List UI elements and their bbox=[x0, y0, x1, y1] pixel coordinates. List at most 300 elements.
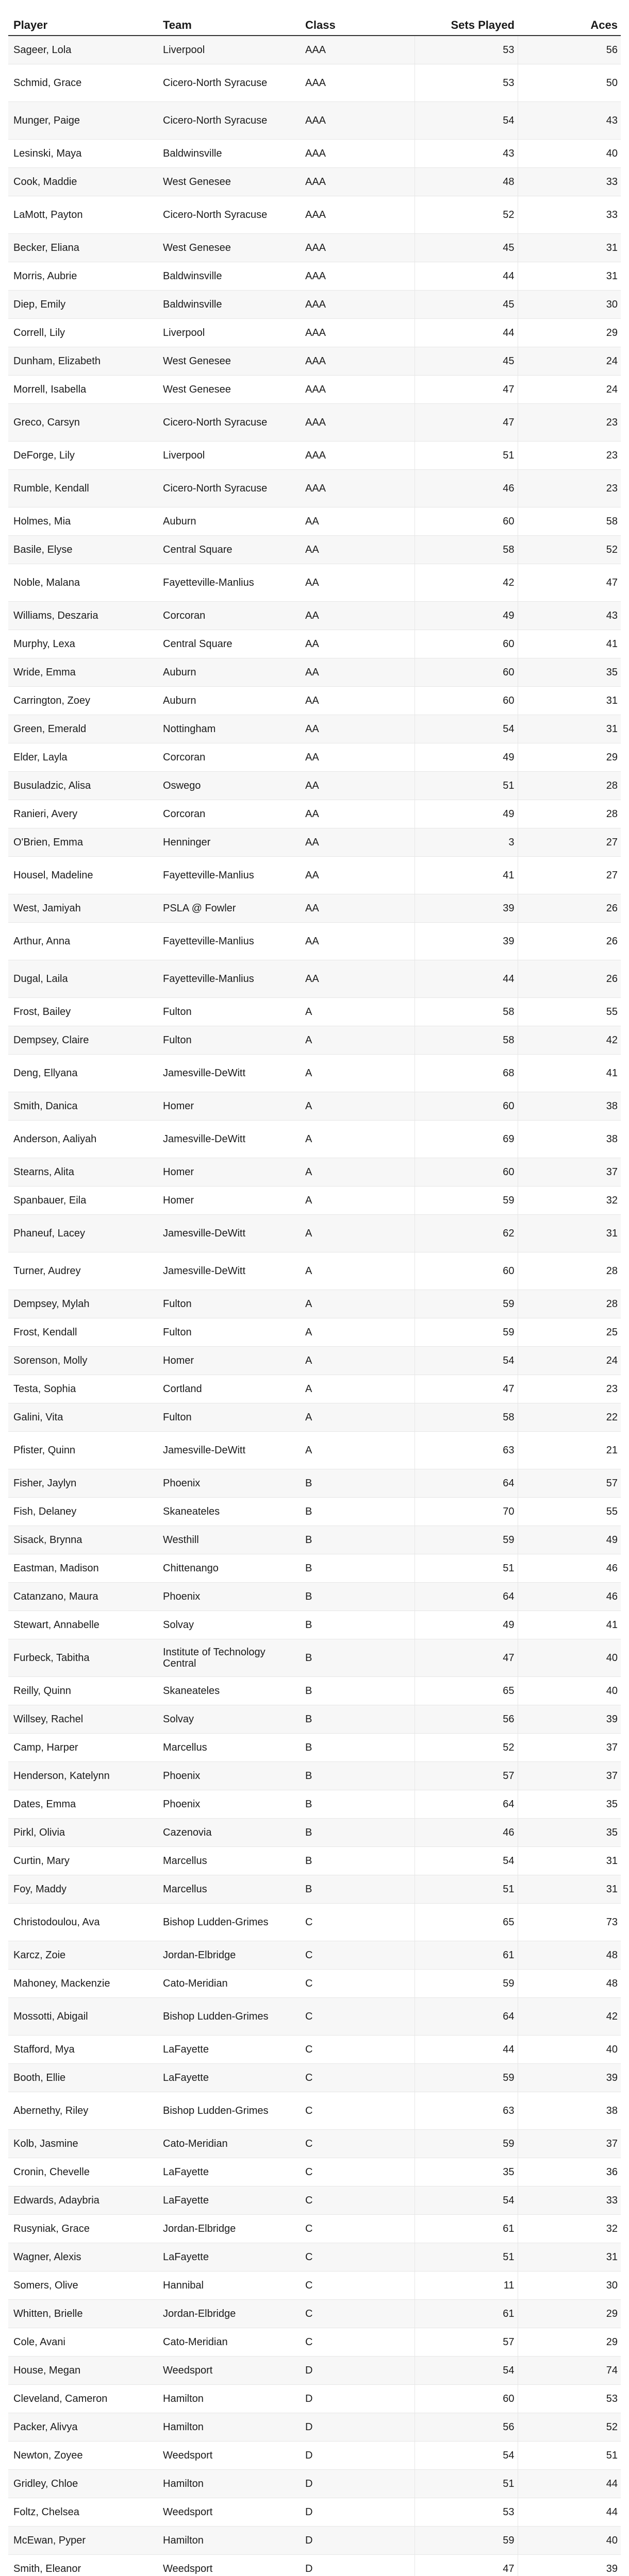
team-cell: Nottingham bbox=[161, 715, 303, 743]
team-cell: Jamesville-DeWitt bbox=[161, 1215, 303, 1252]
table-row bbox=[8, 960, 621, 998]
class-cell: B bbox=[303, 1875, 415, 1904]
sets-played-cell: 45 bbox=[415, 347, 518, 376]
team-cell: Fayetteville-Manlius bbox=[161, 923, 303, 960]
player-cell: Williams, Deszaria bbox=[8, 602, 161, 630]
player-cell: Testa, Sophia bbox=[8, 1375, 161, 1403]
player-cell: Booth, Ellie bbox=[8, 2064, 161, 2092]
table-row bbox=[8, 2130, 621, 2158]
class-cell: C bbox=[303, 2187, 415, 2215]
team-cell: Phoenix bbox=[161, 1762, 303, 1790]
aces-cell: 43 bbox=[518, 102, 621, 140]
table-row bbox=[8, 1055, 621, 1092]
team-cell: Cicero-North Syracuse bbox=[161, 470, 303, 507]
player-cell: Dempsey, Claire bbox=[8, 1026, 161, 1055]
sets-played-cell: 59 bbox=[415, 2527, 518, 2555]
class-cell: AA bbox=[303, 857, 415, 894]
team-cell: Westhill bbox=[161, 1526, 303, 1554]
sets-played-cell: 58 bbox=[415, 536, 518, 564]
sets-played-cell: 59 bbox=[415, 2130, 518, 2158]
aces-cell: 39 bbox=[518, 2555, 621, 2576]
team-cell: Hannibal bbox=[161, 2272, 303, 2300]
aces-cell: 29 bbox=[518, 2328, 621, 2357]
team-cell: Liverpool bbox=[161, 36, 303, 64]
aces-cell: 24 bbox=[518, 347, 621, 376]
team-cell: Marcellus bbox=[161, 1734, 303, 1762]
sets-played-cell: 68 bbox=[415, 1055, 518, 1092]
team-cell: Marcellus bbox=[161, 1847, 303, 1875]
table-row bbox=[8, 630, 621, 658]
aces-cell: 26 bbox=[518, 960, 621, 998]
player-cell: Cronin, Chevelle bbox=[8, 2158, 161, 2187]
team-cell: Fulton bbox=[161, 998, 303, 1026]
player-cell: Fisher, Jaylyn bbox=[8, 1469, 161, 1498]
table-row bbox=[8, 442, 621, 470]
table-row bbox=[8, 470, 621, 507]
player-cell: Morrell, Isabella bbox=[8, 376, 161, 404]
player-cell: Packer, Alivya bbox=[8, 2413, 161, 2442]
aces-table bbox=[8, 19, 621, 2576]
aces-cell: 27 bbox=[518, 828, 621, 857]
team-cell: Cicero-North Syracuse bbox=[161, 404, 303, 442]
aces-cell: 53 bbox=[518, 2385, 621, 2413]
table-row bbox=[8, 196, 621, 234]
table-row bbox=[8, 658, 621, 687]
team-cell: Baldwinsville bbox=[161, 291, 303, 319]
sets-played-cell: 39 bbox=[415, 894, 518, 923]
aces-cell: 44 bbox=[518, 2498, 621, 2527]
player-cell: Holmes, Mia bbox=[8, 507, 161, 536]
team-cell: Central Square bbox=[161, 630, 303, 658]
sets-played-cell: 69 bbox=[415, 1121, 518, 1158]
class-cell: AA bbox=[303, 536, 415, 564]
sets-played-cell: 63 bbox=[415, 2092, 518, 2130]
team-cell: Bishop Ludden-Grimes bbox=[161, 1904, 303, 1941]
class-cell: A bbox=[303, 1055, 415, 1092]
aces-cell: 35 bbox=[518, 1819, 621, 1847]
table-row bbox=[8, 715, 621, 743]
player-cell: Deng, Ellyana bbox=[8, 1055, 161, 1092]
class-cell: B bbox=[303, 1498, 415, 1526]
aces-cell: 26 bbox=[518, 923, 621, 960]
class-cell: A bbox=[303, 1290, 415, 1318]
player-cell: Ranieri, Avery bbox=[8, 800, 161, 828]
sets-played-cell: 41 bbox=[415, 857, 518, 894]
class-cell: D bbox=[303, 2527, 415, 2555]
team-cell: Jamesville-DeWitt bbox=[161, 1055, 303, 1092]
player-cell: Correll, Lily bbox=[8, 319, 161, 347]
team-cell: Weedsport bbox=[161, 2357, 303, 2385]
sets-played-cell: 60 bbox=[415, 687, 518, 715]
sets-played-cell: 59 bbox=[415, 1526, 518, 1554]
player-cell: Smith, Danica bbox=[8, 1092, 161, 1121]
aces-cell: 31 bbox=[518, 2243, 621, 2272]
aces-cell: 42 bbox=[518, 1998, 621, 2036]
class-cell: C bbox=[303, 1941, 415, 1970]
sets-played-cell: 54 bbox=[415, 1847, 518, 1875]
class-cell: AAA bbox=[303, 319, 415, 347]
aces-cell: 31 bbox=[518, 1215, 621, 1252]
sets-played-cell: 60 bbox=[415, 1158, 518, 1187]
sets-played-cell: 63 bbox=[415, 1432, 518, 1469]
aces-cell: 48 bbox=[518, 1970, 621, 1998]
player-cell: McEwan, Pyper bbox=[8, 2527, 161, 2555]
team-cell: Corcoran bbox=[161, 602, 303, 630]
table-row bbox=[8, 507, 621, 536]
table-row bbox=[8, 687, 621, 715]
sets-played-cell: 57 bbox=[415, 2328, 518, 2357]
class-cell: D bbox=[303, 2442, 415, 2470]
sets-played-cell: 54 bbox=[415, 2187, 518, 2215]
table-row bbox=[8, 2442, 621, 2470]
player-cell: Diep, Emily bbox=[8, 291, 161, 319]
team-cell: Phoenix bbox=[161, 1790, 303, 1819]
class-cell: AA bbox=[303, 630, 415, 658]
sets-played-cell: 65 bbox=[415, 1677, 518, 1705]
table-row bbox=[8, 2413, 621, 2442]
table-row bbox=[8, 2272, 621, 2300]
team-cell: West Genesee bbox=[161, 234, 303, 262]
team-cell: Auburn bbox=[161, 658, 303, 687]
table-row bbox=[8, 1734, 621, 1762]
class-cell: AAA bbox=[303, 196, 415, 234]
sets-played-cell: 53 bbox=[415, 64, 518, 102]
player-cell: Turner, Audrey bbox=[8, 1252, 161, 1290]
class-cell: AAA bbox=[303, 470, 415, 507]
table-row bbox=[8, 2470, 621, 2498]
player-cell: Phaneuf, Lacey bbox=[8, 1215, 161, 1252]
aces-cell: 40 bbox=[518, 2036, 621, 2064]
class-cell: AA bbox=[303, 507, 415, 536]
player-cell: Gridley, Chloe bbox=[8, 2470, 161, 2498]
team-cell: West Genesee bbox=[161, 376, 303, 404]
player-cell: Murphy, Lexa bbox=[8, 630, 161, 658]
team-cell: Central Square bbox=[161, 536, 303, 564]
player-cell: Willsey, Rachel bbox=[8, 1705, 161, 1734]
sets-played-cell: 65 bbox=[415, 1904, 518, 1941]
class-cell: A bbox=[303, 998, 415, 1026]
player-cell: Christodoulou, Ava bbox=[8, 1904, 161, 1941]
class-cell: B bbox=[303, 1526, 415, 1554]
player-cell: Stewart, Annabelle bbox=[8, 1611, 161, 1639]
class-cell: AAA bbox=[303, 262, 415, 291]
aces-cell: 48 bbox=[518, 1941, 621, 1970]
player-cell: Camp, Harper bbox=[8, 1734, 161, 1762]
sets-played-cell: 44 bbox=[415, 262, 518, 291]
player-cell: Kolb, Jasmine bbox=[8, 2130, 161, 2158]
aces-cell: 52 bbox=[518, 536, 621, 564]
table-row bbox=[8, 1554, 621, 1583]
sets-played-cell: 59 bbox=[415, 1290, 518, 1318]
player-cell: Rusyniak, Grace bbox=[8, 2215, 161, 2243]
table-row bbox=[8, 1403, 621, 1432]
table-row bbox=[8, 1970, 621, 1998]
sets-played-cell: 59 bbox=[415, 1318, 518, 1347]
player-cell: Sorenson, Molly bbox=[8, 1347, 161, 1375]
sets-played-cell: 45 bbox=[415, 234, 518, 262]
class-cell: A bbox=[303, 1215, 415, 1252]
sets-played-cell: 64 bbox=[415, 1469, 518, 1498]
class-cell: B bbox=[303, 1705, 415, 1734]
aces-cell: 23 bbox=[518, 470, 621, 507]
class-cell: AA bbox=[303, 564, 415, 602]
sets-played-cell: 47 bbox=[415, 1639, 518, 1677]
team-cell: Hamilton bbox=[161, 2470, 303, 2498]
player-cell: Noble, Malana bbox=[8, 564, 161, 602]
sets-played-cell: 59 bbox=[415, 2064, 518, 2092]
table-row bbox=[8, 2498, 621, 2527]
aces-cell: 41 bbox=[518, 1611, 621, 1639]
aces-cell: 28 bbox=[518, 772, 621, 800]
table-row bbox=[8, 2385, 621, 2413]
aces-table-container bbox=[8, 0, 621, 2576]
aces-cell: 38 bbox=[518, 1121, 621, 1158]
player-cell: Busuladzic, Alisa bbox=[8, 772, 161, 800]
class-cell: B bbox=[303, 1762, 415, 1790]
column-header-player[interactable]: Player bbox=[8, 19, 161, 36]
class-cell: AA bbox=[303, 828, 415, 857]
player-cell: Karcz, Zoie bbox=[8, 1941, 161, 1970]
sets-played-cell: 42 bbox=[415, 564, 518, 602]
team-cell: Jamesville-DeWitt bbox=[161, 1252, 303, 1290]
aces-cell: 37 bbox=[518, 1734, 621, 1762]
column-header-sets-played[interactable]: Sets Played bbox=[415, 19, 518, 36]
aces-cell: 37 bbox=[518, 1158, 621, 1187]
sets-played-cell: 54 bbox=[415, 1347, 518, 1375]
sets-played-cell: 51 bbox=[415, 772, 518, 800]
team-cell: West Genesee bbox=[161, 168, 303, 196]
aces-cell: 22 bbox=[518, 1403, 621, 1432]
team-cell: Homer bbox=[161, 1347, 303, 1375]
aces-cell: 26 bbox=[518, 894, 621, 923]
class-cell: C bbox=[303, 1904, 415, 1941]
class-cell: B bbox=[303, 1469, 415, 1498]
sets-played-cell: 46 bbox=[415, 1819, 518, 1847]
table-row bbox=[8, 1318, 621, 1347]
team-cell: Fayetteville-Manlius bbox=[161, 857, 303, 894]
aces-cell: 28 bbox=[518, 1252, 621, 1290]
aces-cell: 31 bbox=[518, 1847, 621, 1875]
table-row bbox=[8, 234, 621, 262]
player-cell: West, Jamiyah bbox=[8, 894, 161, 923]
aces-cell: 55 bbox=[518, 998, 621, 1026]
player-cell: Mahoney, Mackenzie bbox=[8, 1970, 161, 1998]
class-cell: AA bbox=[303, 894, 415, 923]
aces-cell: 47 bbox=[518, 564, 621, 602]
table-row bbox=[8, 1705, 621, 1734]
aces-cell: 37 bbox=[518, 2130, 621, 2158]
player-cell: Lesinski, Maya bbox=[8, 140, 161, 168]
table-row bbox=[8, 998, 621, 1026]
sets-played-cell: 51 bbox=[415, 1554, 518, 1583]
aces-cell: 31 bbox=[518, 1875, 621, 1904]
player-cell: DeForge, Lily bbox=[8, 442, 161, 470]
player-cell: Arthur, Anna bbox=[8, 923, 161, 960]
aces-cell: 52 bbox=[518, 2413, 621, 2442]
aces-cell: 23 bbox=[518, 442, 621, 470]
aces-cell: 73 bbox=[518, 1904, 621, 1941]
team-cell: Baldwinsville bbox=[161, 262, 303, 291]
sets-played-cell: 56 bbox=[415, 2413, 518, 2442]
player-cell: Whitten, Brielle bbox=[8, 2300, 161, 2328]
team-cell: LaFayette bbox=[161, 2243, 303, 2272]
sets-played-cell: 49 bbox=[415, 602, 518, 630]
player-cell: Rumble, Kendall bbox=[8, 470, 161, 507]
sets-played-cell: 52 bbox=[415, 196, 518, 234]
aces-cell: 31 bbox=[518, 715, 621, 743]
table-row bbox=[8, 168, 621, 196]
sets-played-cell: 49 bbox=[415, 800, 518, 828]
table-row bbox=[8, 1639, 621, 1677]
team-cell: Cortland bbox=[161, 1375, 303, 1403]
class-cell: AA bbox=[303, 658, 415, 687]
team-cell: Phoenix bbox=[161, 1469, 303, 1498]
table-row bbox=[8, 1187, 621, 1215]
team-cell: Chittenango bbox=[161, 1554, 303, 1583]
team-cell: Cazenovia bbox=[161, 1819, 303, 1847]
team-cell: Henninger bbox=[161, 828, 303, 857]
player-cell: Cole, Avani bbox=[8, 2328, 161, 2357]
sets-played-cell: 44 bbox=[415, 960, 518, 998]
aces-cell: 28 bbox=[518, 800, 621, 828]
sets-played-cell: 60 bbox=[415, 507, 518, 536]
aces-cell: 24 bbox=[518, 376, 621, 404]
class-cell: AA bbox=[303, 687, 415, 715]
team-cell: Corcoran bbox=[161, 743, 303, 772]
table-row bbox=[8, 2243, 621, 2272]
aces-cell: 23 bbox=[518, 1375, 621, 1403]
column-header-class[interactable]: Class bbox=[303, 19, 415, 36]
aces-cell: 40 bbox=[518, 1677, 621, 1705]
table-row bbox=[8, 2092, 621, 2130]
class-cell: AAA bbox=[303, 36, 415, 64]
class-cell: C bbox=[303, 2092, 415, 2130]
table-row bbox=[8, 772, 621, 800]
team-cell: Phoenix bbox=[161, 1583, 303, 1611]
column-header-aces[interactable]: Aces bbox=[518, 19, 621, 36]
team-cell: Corcoran bbox=[161, 800, 303, 828]
table-row bbox=[8, 1375, 621, 1403]
team-cell: Cicero-North Syracuse bbox=[161, 196, 303, 234]
aces-cell: 33 bbox=[518, 2187, 621, 2215]
player-cell: Housel, Madeline bbox=[8, 857, 161, 894]
sets-played-cell: 60 bbox=[415, 658, 518, 687]
aces-cell: 55 bbox=[518, 1498, 621, 1526]
table-row bbox=[8, 64, 621, 102]
aces-cell: 57 bbox=[518, 1469, 621, 1498]
sets-played-cell: 64 bbox=[415, 1583, 518, 1611]
player-cell: Munger, Paige bbox=[8, 102, 161, 140]
table-row bbox=[8, 376, 621, 404]
table-row bbox=[8, 1875, 621, 1904]
class-cell: C bbox=[303, 2064, 415, 2092]
team-cell: Cato-Meridian bbox=[161, 2328, 303, 2357]
table-row bbox=[8, 1819, 621, 1847]
class-cell: B bbox=[303, 1734, 415, 1762]
class-cell: C bbox=[303, 2328, 415, 2357]
sets-played-cell: 48 bbox=[415, 168, 518, 196]
aces-cell: 40 bbox=[518, 2527, 621, 2555]
player-cell: Frost, Kendall bbox=[8, 1318, 161, 1347]
class-cell: C bbox=[303, 2130, 415, 2158]
class-cell: AAA bbox=[303, 404, 415, 442]
column-header-team[interactable]: Team bbox=[161, 19, 303, 36]
class-cell: AA bbox=[303, 743, 415, 772]
table-row bbox=[8, 404, 621, 442]
team-cell: Jamesville-DeWitt bbox=[161, 1432, 303, 1469]
table-row bbox=[8, 828, 621, 857]
team-cell: Oswego bbox=[161, 772, 303, 800]
aces-cell: 29 bbox=[518, 743, 621, 772]
aces-cell: 39 bbox=[518, 2064, 621, 2092]
table-row bbox=[8, 1026, 621, 1055]
table-row bbox=[8, 1762, 621, 1790]
sets-played-cell: 35 bbox=[415, 2158, 518, 2187]
team-cell: Weedsport bbox=[161, 2498, 303, 2527]
aces-cell: 41 bbox=[518, 630, 621, 658]
sets-played-cell: 64 bbox=[415, 1790, 518, 1819]
sets-played-cell: 58 bbox=[415, 1403, 518, 1432]
team-cell: LaFayette bbox=[161, 2187, 303, 2215]
table-row bbox=[8, 923, 621, 960]
player-cell: Basile, Elyse bbox=[8, 536, 161, 564]
table-row bbox=[8, 894, 621, 923]
table-row bbox=[8, 1252, 621, 1290]
team-cell: Liverpool bbox=[161, 442, 303, 470]
team-cell: PSLA @ Fowler bbox=[161, 894, 303, 923]
table-row bbox=[8, 602, 621, 630]
class-cell: D bbox=[303, 2357, 415, 2385]
player-cell: House, Megan bbox=[8, 2357, 161, 2385]
player-cell: Curtin, Mary bbox=[8, 1847, 161, 1875]
table-row bbox=[8, 262, 621, 291]
sets-played-cell: 61 bbox=[415, 2300, 518, 2328]
aces-cell: 58 bbox=[518, 507, 621, 536]
sets-played-cell: 58 bbox=[415, 1026, 518, 1055]
class-cell: B bbox=[303, 1847, 415, 1875]
sets-played-cell: 46 bbox=[415, 470, 518, 507]
team-cell: Skaneateles bbox=[161, 1677, 303, 1705]
player-cell: Becker, Eliana bbox=[8, 234, 161, 262]
table-row bbox=[8, 347, 621, 376]
table-row bbox=[8, 2158, 621, 2187]
team-cell: Weedsport bbox=[161, 2555, 303, 2576]
class-cell: AA bbox=[303, 960, 415, 998]
class-cell: A bbox=[303, 1318, 415, 1347]
team-cell: Cicero-North Syracuse bbox=[161, 64, 303, 102]
team-cell: LaFayette bbox=[161, 2036, 303, 2064]
class-cell: B bbox=[303, 1790, 415, 1819]
table-row bbox=[8, 2300, 621, 2328]
team-cell: Fulton bbox=[161, 1318, 303, 1347]
aces-cell: 51 bbox=[518, 2442, 621, 2470]
team-cell: Auburn bbox=[161, 507, 303, 536]
table-row bbox=[8, 2064, 621, 2092]
sets-played-cell: 44 bbox=[415, 2036, 518, 2064]
player-cell: Catanzano, Maura bbox=[8, 1583, 161, 1611]
aces-cell: 46 bbox=[518, 1583, 621, 1611]
sets-played-cell: 60 bbox=[415, 630, 518, 658]
aces-cell: 46 bbox=[518, 1554, 621, 1583]
sets-played-cell: 61 bbox=[415, 2215, 518, 2243]
class-cell: D bbox=[303, 2498, 415, 2527]
player-cell: Edwards, Adaybria bbox=[8, 2187, 161, 2215]
player-cell: Cleveland, Cameron bbox=[8, 2385, 161, 2413]
team-cell: Jordan-Elbridge bbox=[161, 2300, 303, 2328]
team-cell: LaFayette bbox=[161, 2158, 303, 2187]
sets-played-cell: 60 bbox=[415, 2385, 518, 2413]
table-row bbox=[8, 1158, 621, 1187]
